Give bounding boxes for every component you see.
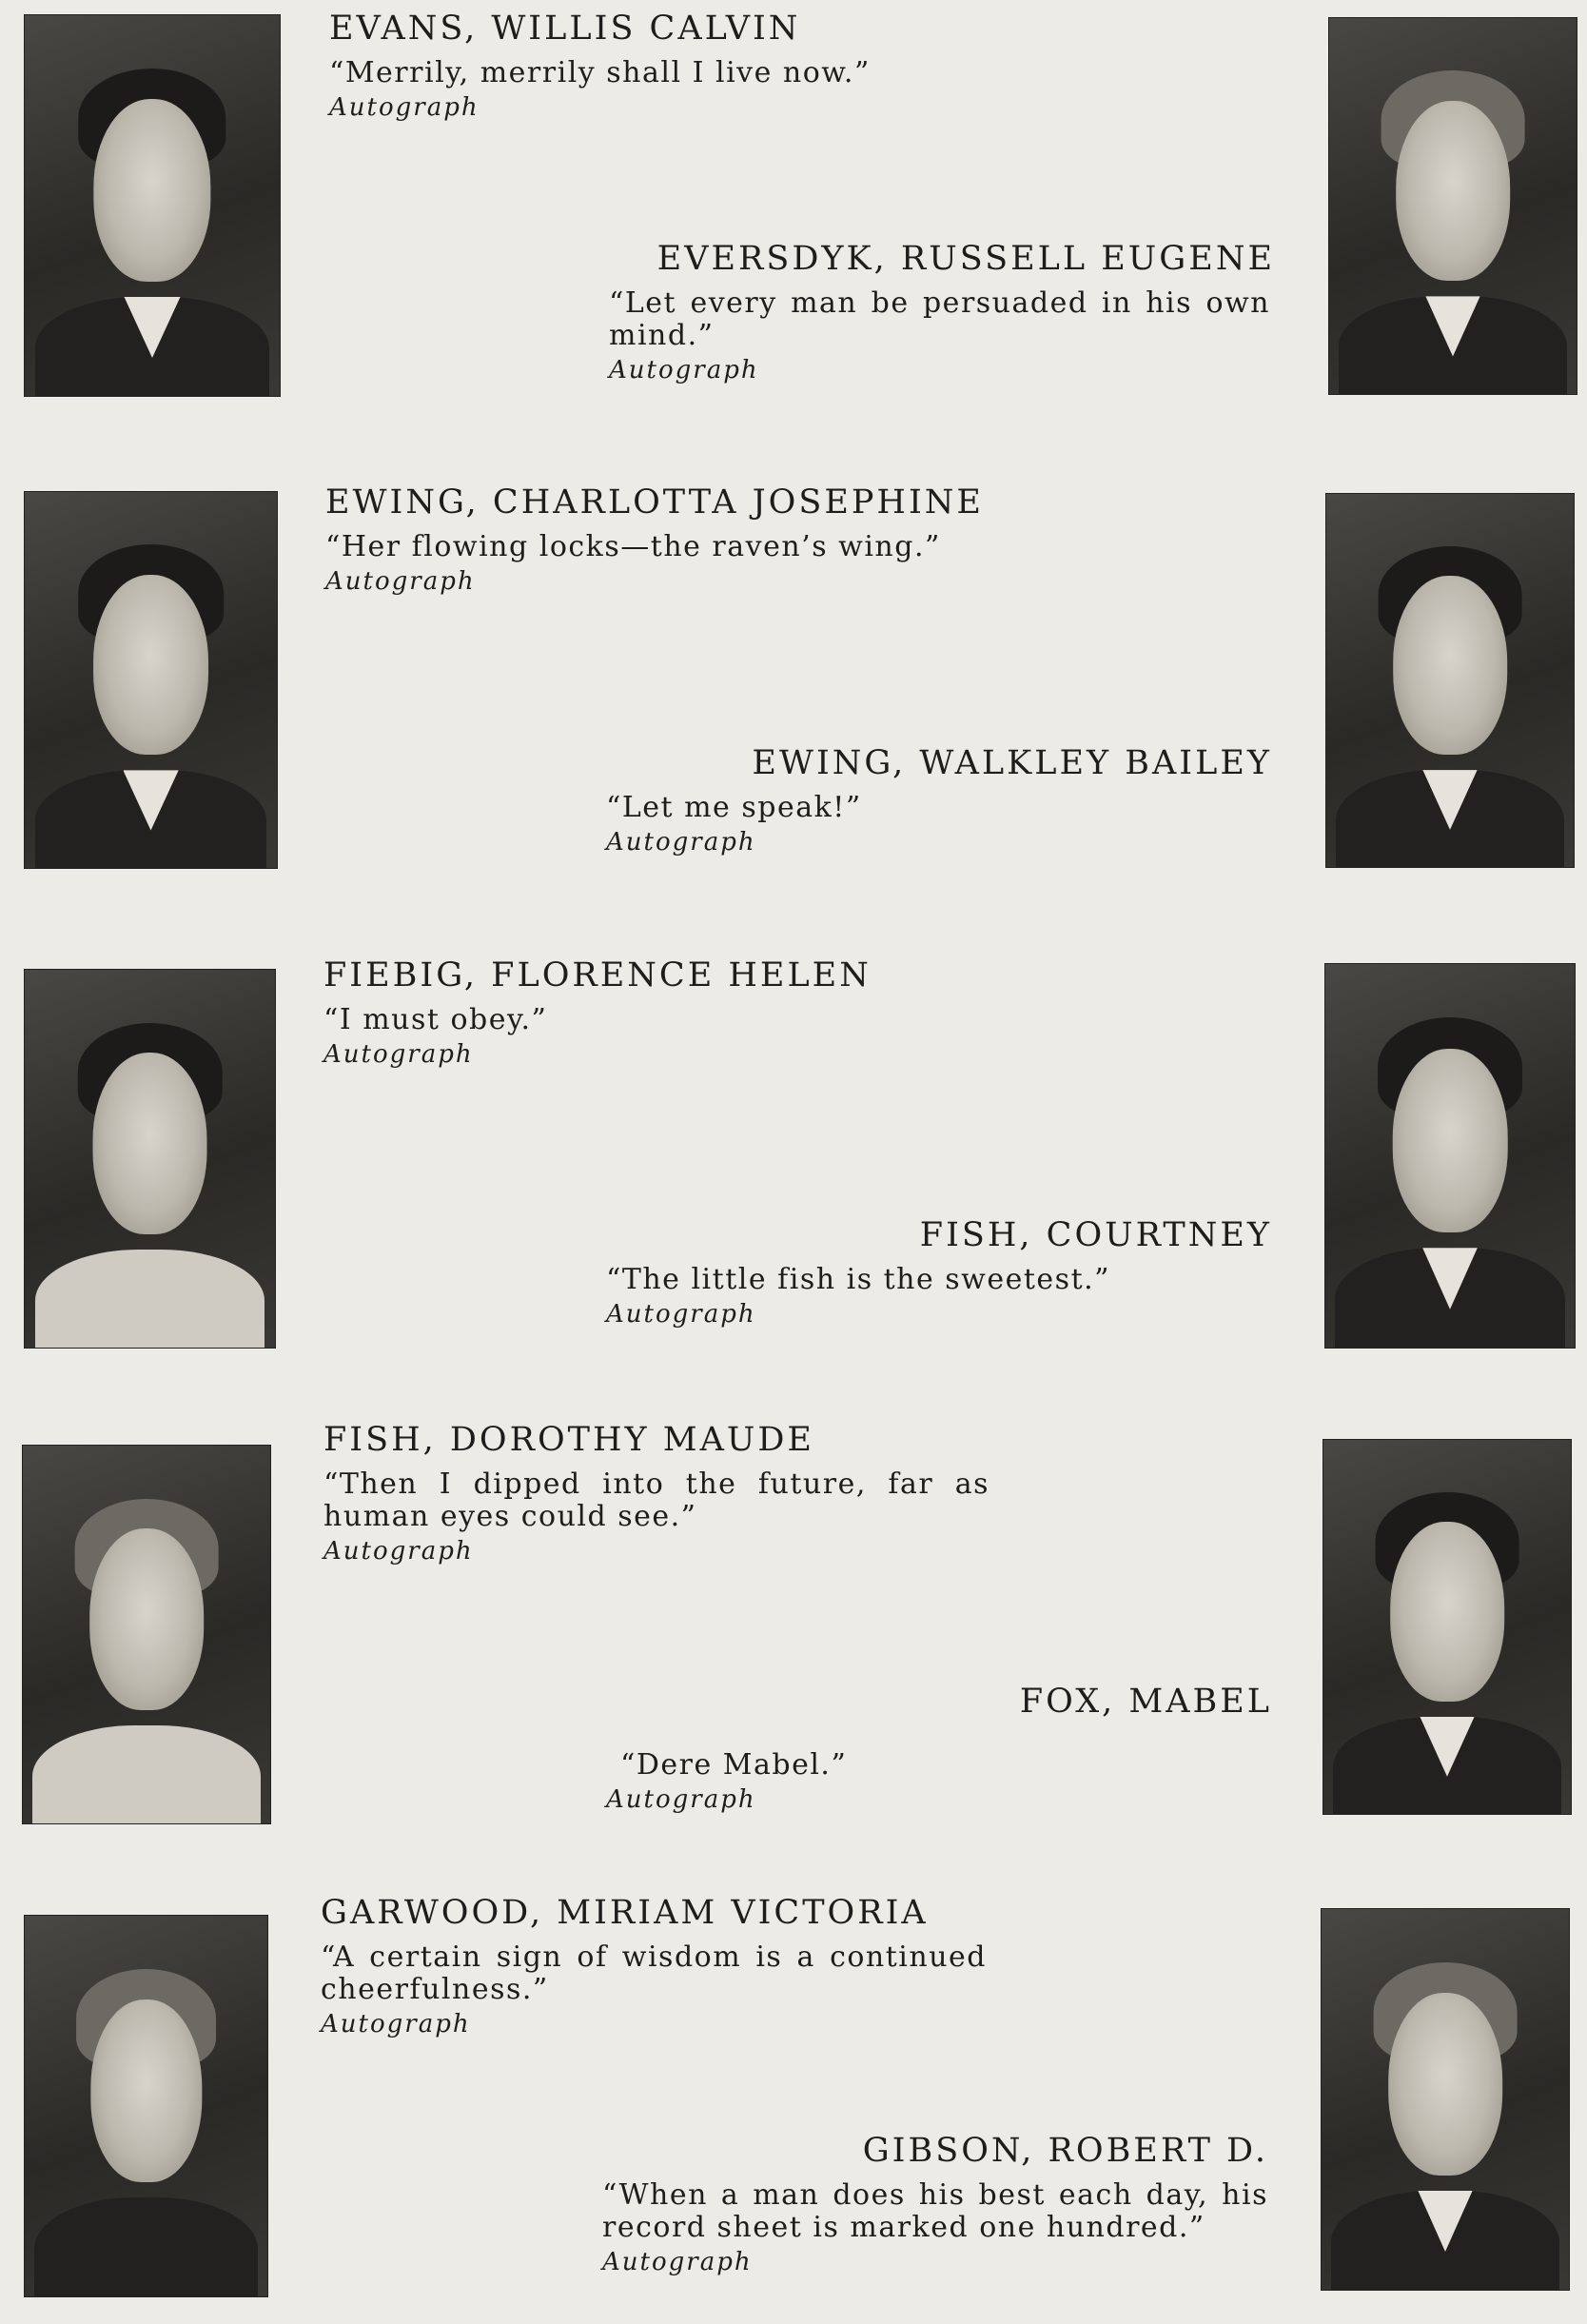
portrait-photo-courtney-fish xyxy=(1324,963,1576,1349)
entry-courtney-fish xyxy=(606,1216,1272,1329)
entry-eversdyk xyxy=(609,240,1275,384)
student-quote: “Let every man be persuaded in his own mind.” xyxy=(609,286,1270,352)
student-name: GARWOOD, MIRIAM VICTORIA xyxy=(321,1894,929,1932)
portrait-photo-fox xyxy=(1322,1439,1572,1815)
entry-evans xyxy=(329,10,995,122)
entry-fox xyxy=(606,1683,1272,1814)
autograph-label: Autograph xyxy=(609,356,759,384)
student-quote: “When a man does his best each day, his record sheet is marked one hundred.” xyxy=(602,2178,1268,2244)
portrait-photo-evans xyxy=(24,14,281,397)
autograph-label: Autograph xyxy=(606,1300,756,1329)
student-quote: “A certain sign of wisdom is a continued cheerfulness.” xyxy=(321,1940,987,2006)
student-name: GIBSON, ROBERT D. xyxy=(862,2132,1268,2170)
student-quote: “Dere Mabel.” xyxy=(620,1748,848,1782)
portrait-photo-garwood xyxy=(24,1915,268,2297)
portrait-photo-eversdyk xyxy=(1328,17,1577,395)
student-quote: “Let me speak!” xyxy=(606,791,862,824)
entry-walkley-ewing xyxy=(606,744,1272,857)
autograph-label: Autograph xyxy=(602,2248,753,2276)
portrait-photo-gibson xyxy=(1321,1908,1570,2291)
student-quote: “Her flowing locks—the raven’s wing.” xyxy=(325,530,941,563)
student-name: EWING, CHARLOTTA JOSEPHINE xyxy=(325,483,984,522)
entry-dorothy-fish xyxy=(323,1421,989,1566)
entry-gibson xyxy=(602,2132,1268,2276)
portrait-photo-charlotta-ewing xyxy=(24,491,278,869)
student-quote: “The little fish is the sweetest.” xyxy=(606,1263,1111,1296)
entry-charlotta-ewing xyxy=(325,483,1010,596)
student-name: FISH, COURTNEY xyxy=(919,1216,1272,1254)
autograph-label: Autograph xyxy=(323,1040,474,1069)
autograph-label: Autograph xyxy=(323,1537,474,1566)
autograph-label: Autograph xyxy=(606,1785,756,1814)
autograph-label: Autograph xyxy=(329,93,480,122)
student-quote: “Merrily, merrily shall I live now.” xyxy=(329,56,871,89)
autograph-label: Autograph xyxy=(606,828,756,857)
student-quote: “Then I dipped into the future, far as human eyes could see.” xyxy=(323,1467,989,1533)
student-name: FIEBIG, FLORENCE HELEN xyxy=(323,956,872,995)
student-name: EVANS, WILLIS CALVIN xyxy=(329,10,801,48)
portrait-photo-fiebig xyxy=(24,969,276,1349)
autograph-label: Autograph xyxy=(321,2010,471,2038)
entry-garwood xyxy=(321,1894,987,2038)
student-name: FISH, DOROTHY MAUDE xyxy=(323,1421,814,1459)
autograph-label: Autograph xyxy=(325,567,476,596)
student-quote: “I must obey.” xyxy=(323,1003,548,1036)
portrait-photo-dorothy-fish xyxy=(22,1445,271,1824)
student-name: EWING, WALKLEY BAILEY xyxy=(752,744,1272,782)
entry-fiebig xyxy=(323,956,989,1069)
student-name: EVERSDYK, RUSSELL EUGENE xyxy=(656,240,1275,278)
portrait-photo-walkley-ewing xyxy=(1325,493,1575,868)
student-name: FOX, MABEL xyxy=(1019,1683,1272,1721)
